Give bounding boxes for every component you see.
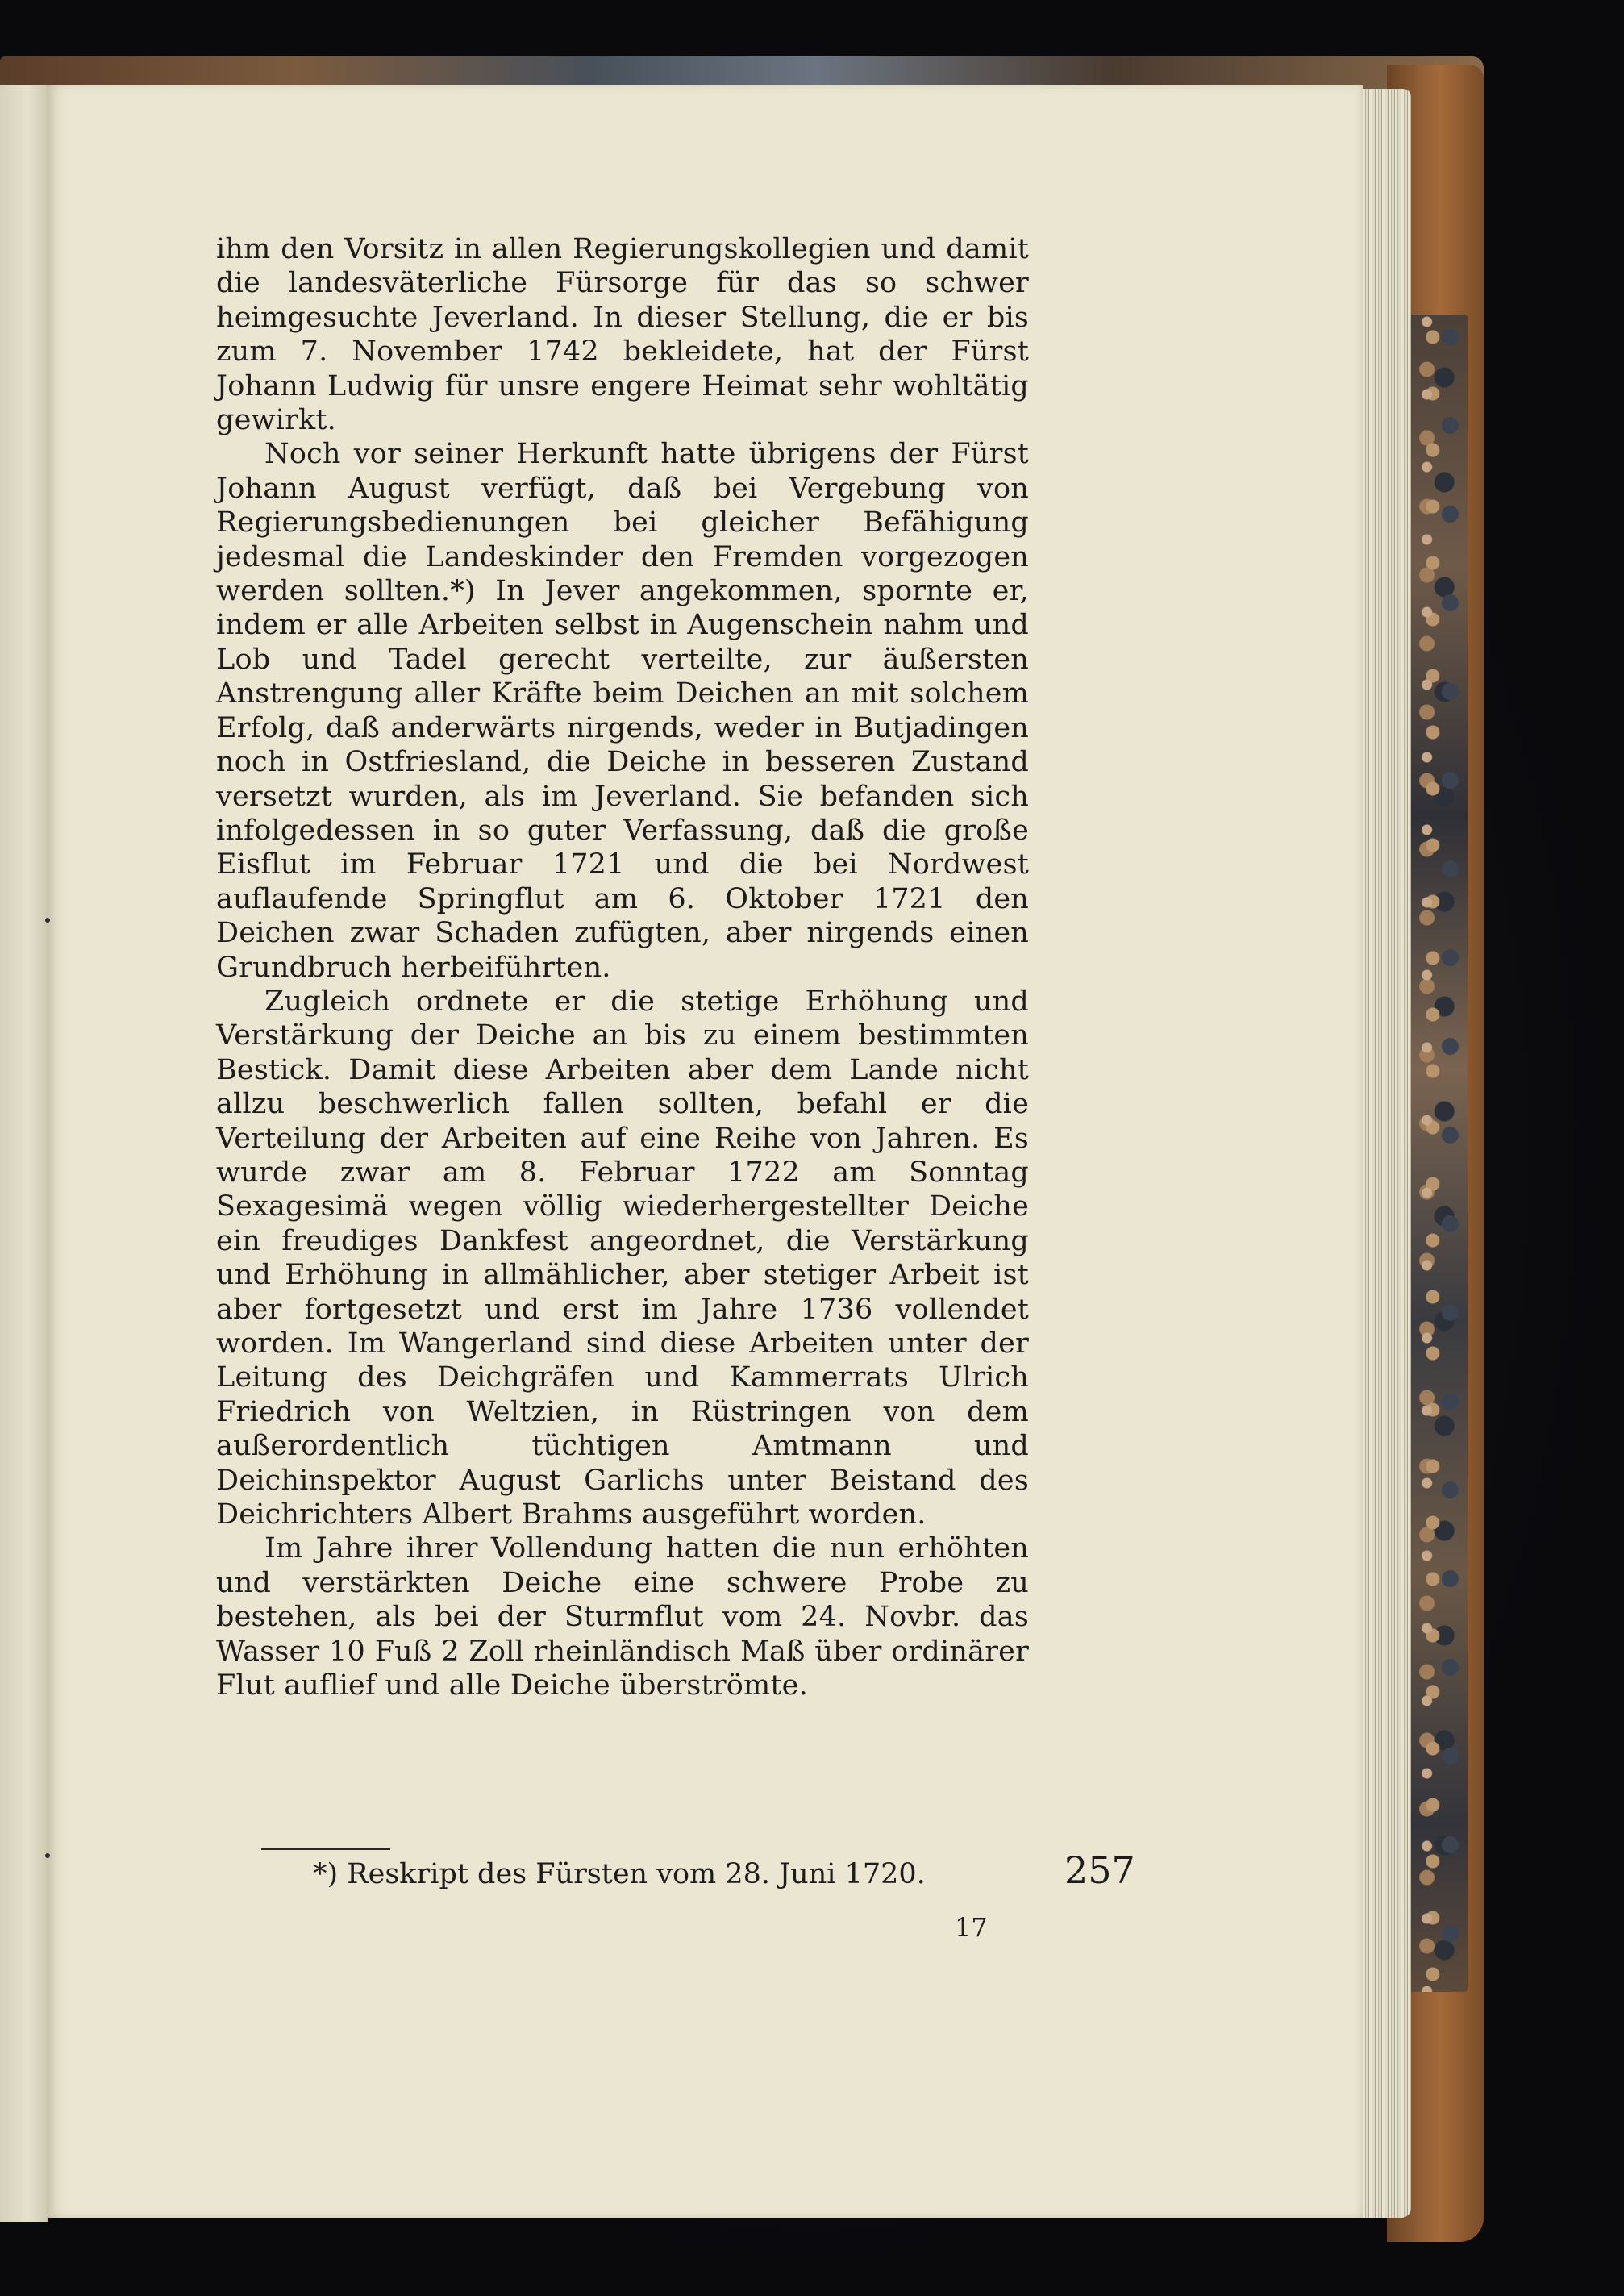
previous-page-sliver <box>0 85 48 2222</box>
footnote: *) Reskript des Fürsten vom 28. Juni 1720. <box>313 1858 926 1890</box>
page-block-edges <box>1363 89 1411 2218</box>
footnote-rule <box>261 1848 390 1850</box>
margin-mark <box>45 1853 50 1858</box>
body-text <box>216 232 1029 1702</box>
paragraph-3: Zugleich ordnete er die stetige Erhöhung und Verstärkung der Deiche an bis zu einem bestimmten Bestick. Damit diese Arbeiten aber dem Lande nicht allzu beschwerlich fallen sollten, befahl er die Verteilung der Arbeiten auf eine Reihe von Jahren. Es wurde zwar am 8. Februar 1722 am Sonntag Sexagesimä wegen völlig wiederhergestellter Deiche ein freudiges Dankfest angeordnet, die Verstärkung und Erhöhung in allmählicher, aber stetiger Arbeit ist aber fortgesetzt und erst im Jahre 1736 vollendet worden. Im Wangerland sind diese Arbeiten unter der Leitung des Deichgräfen und Kammerrats Ulrich Friedrich von Weltzien, in Rüstringen von dem außerordentlich tüchtigen Amtmann und Deichinspektor August Garlichs unter Beistand des Deichrichters Albert Brahms ausgeführt worden. <box>216 985 1029 1531</box>
paragraph-1: ihm den Vorsitz in allen Regierungskollegien und damit die landesväterliche Fürsorge für das so schwer heimgesuchte Jeverland. In dieser Stellung, die er bis zum 7. November 1742 bekleidete, hat der Fürst Johann Ludwig für unsre engere Heimat sehr wohltätig gewirkt. <box>216 233 1029 437</box>
marbled-cover-pattern <box>1410 315 1468 1992</box>
margin-mark <box>45 918 50 923</box>
page-number: 257 <box>1064 1848 1135 1892</box>
paragraph-4: Im Jahre ihrer Vollendung hatten die nun erhöhten und verstärkten Deiche eine schwere Probe zu bestehen, als bei der Sturmflut vom 24. Novbr. das Wasser 10 Fuß 2 Zoll rheinländisch Maß über ordinärer Flut auflief und alle Deiche überströmte. <box>216 1532 1029 1702</box>
paragraph-2: Noch vor seiner Herkunft hatte übrigens der Fürst Johann August verfügt, daß bei Vergebung von Regierungsbedienungen bei gleicher Befähigung jedesmal die Landeskinder den Fremden vorgezogen werden sollten.*) In Jever angekommen, spornte er, indem er alle Arbeiten selbst in Augenschein nahm und Lob und Tadel gerecht verteilte, zur äußersten Anstrengung aller Kräfte beim Deichen an mit solchem Erfolg, daß anderwärts nirgends, weder in Butjadingen noch in Ostfriesland, die Deiche in besseren Zustand versetzt wurden, als im Jeverland. Sie befanden sich infolgedessen in so guter Verfassung, daß die große Eisflut im Februar 1721 und die bei Nordwest auflaufende Springflut am 6. Oktober 1721 den Deichen zwar Schaden zufügten, aber nirgends einen Grundbruch herbeiführten. <box>216 438 1029 984</box>
signature-mark: 17 <box>955 1912 988 1943</box>
book-cover-top-edge <box>0 56 1484 89</box>
